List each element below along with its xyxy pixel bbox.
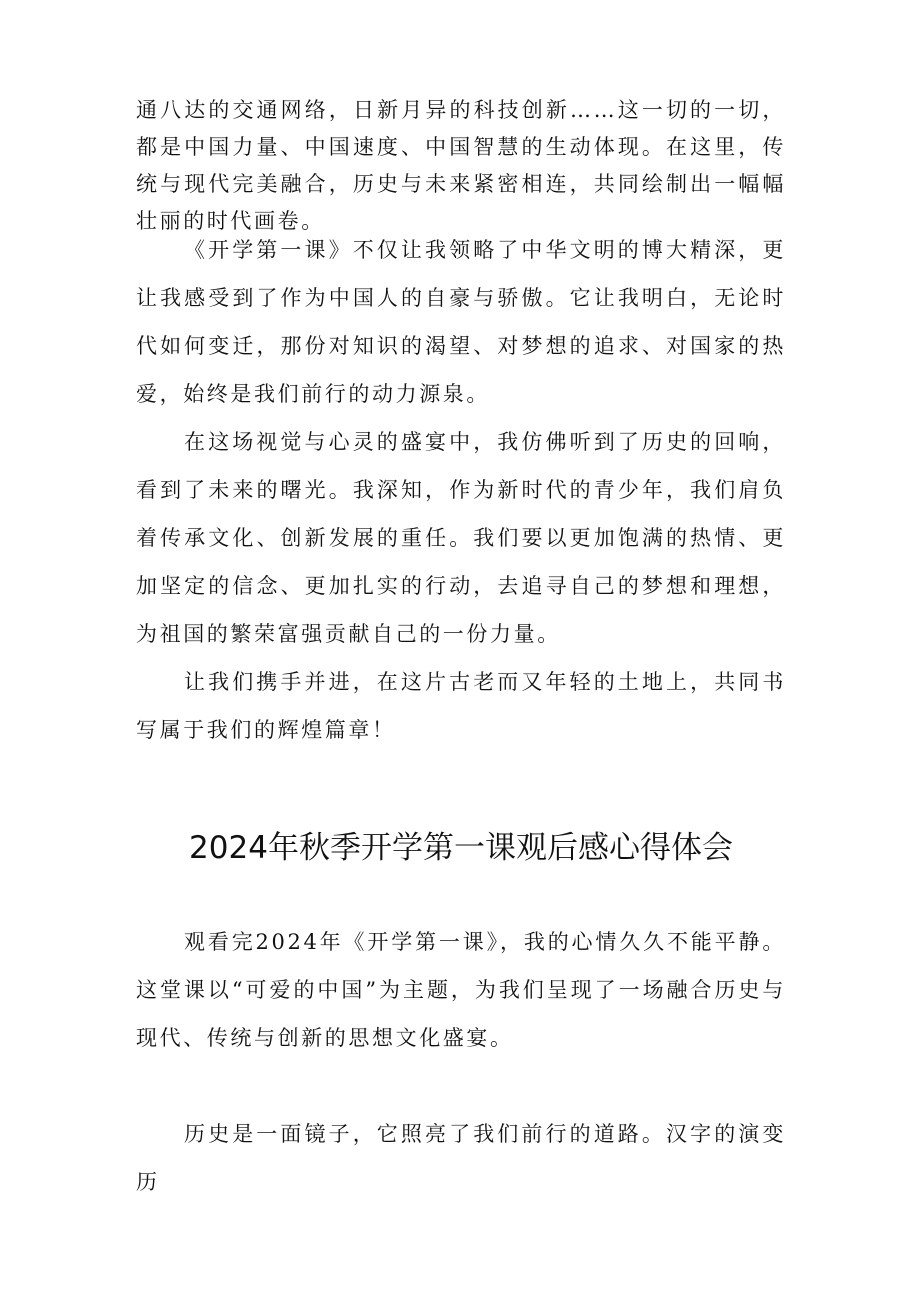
article-title: 2024年秋季开学第一课观后感心得体会 xyxy=(189,830,733,866)
paragraph-closing-call: 让我们携手并进，在这片古老而又年轻的土地上，共同书写属于我们的辉煌篇章！ xyxy=(136,670,786,742)
paragraph-history-mirror: 历史是一面镜子，它照亮了我们前行的道路。汉字的演变历 xyxy=(136,1122,786,1194)
paragraph-continuation: 通八达的交通网络，日新月异的科技创新……这一切的一切，都是中国力量、中国速度、中国智慧的生动体现。在这里，传统与现代完美融合，历史与未来紧密相连，共同绘制出一幅幅壮丽的时代画卷。 xyxy=(136,98,786,233)
paragraph-intro: 观看完2024年《开学第一课》，我的心情久久不能平静。这堂课以“可爱的中国”为主题，为我们呈现了一场融合历史与现代、传统与创新的思想文化盛宴。 xyxy=(136,930,786,1050)
paragraph-feast-of-vision: 在这场视觉与心灵的盛宴中，我仿佛听到了历史的回响，看到了未来的曙光。我深知，作为新时代的青少年，我们肩负着传承文化、创新发展的重任。我们要以更加饱满的热情、更加坚定的信念、更加扎实的行动，去追寻自己的梦想和理想，为祖国的繁荣富强贡献自己的一份力量。 xyxy=(136,430,786,646)
paragraph-lesson-reflection: 《开学第一课》不仅让我领略了中华文明的博大精深，更让我感受到了作为中国人的自豪与骄傲。它让我明白，无论时代如何变迁，那份对知识的渴望、对梦想的追求、对国家的热爱，始终是我们前行的动力源泉。 xyxy=(136,238,786,406)
